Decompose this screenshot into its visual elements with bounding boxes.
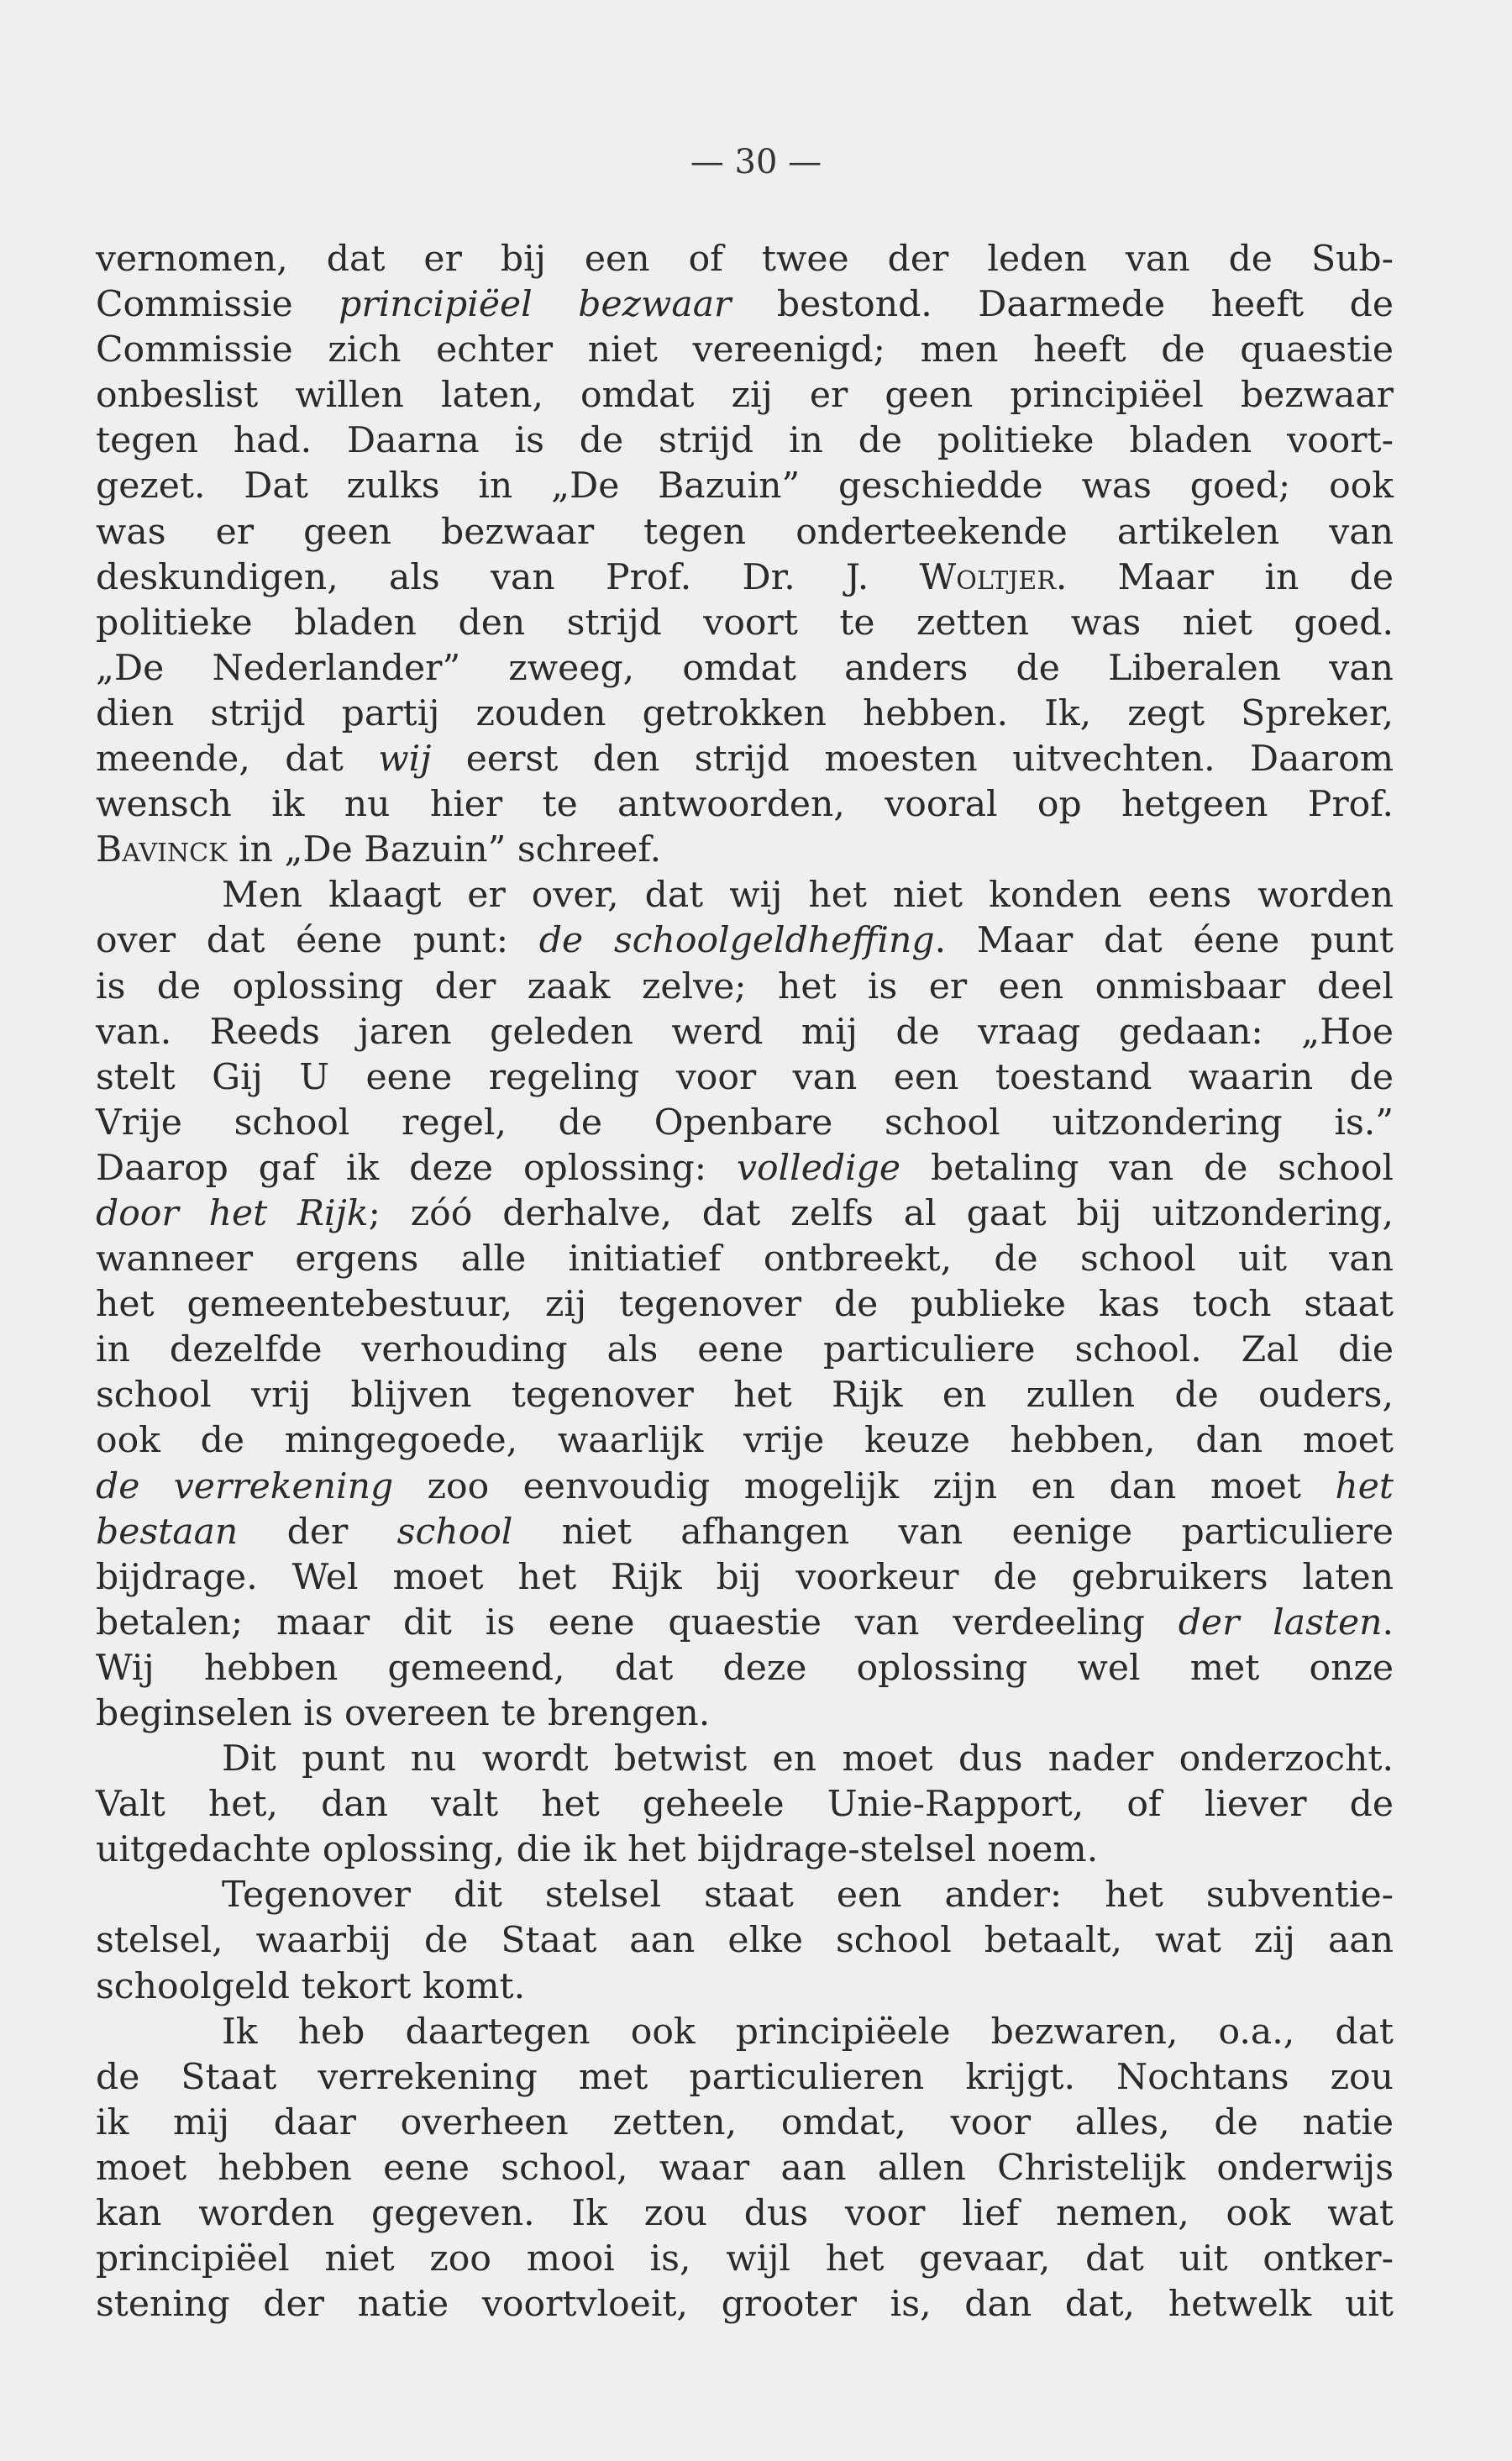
text-line <box>96 1373 1394 1418</box>
text-run: ; zóó derhalve, dat zelfs al gaat bij uitzondering, <box>368 1192 1394 1234</box>
paragraph <box>96 1737 1394 1873</box>
text-run: Men klaagt er over, dat wij het niet konden eens worden <box>222 875 1394 917</box>
text-run: niet afhangen van eenige particuliere <box>512 1511 1394 1553</box>
text-run: uitgedachte oplossing, die ik het bijdrage-stelsel noem. <box>96 1829 1099 1871</box>
text-line <box>96 2055 1394 2101</box>
paragraph <box>96 1873 1394 2009</box>
text-run: „De Nederlander” zweeg, omdat anders de Liberalen van <box>96 647 1394 689</box>
text-run: wanneer ergens alle initiatief ontbreekt, de school uit van <box>96 1238 1394 1280</box>
text-line <box>96 510 1394 555</box>
text-line <box>96 2010 1394 2055</box>
text-run: Dit punt nu wordt betwist en moet dus nader onderzocht. <box>222 1738 1394 1780</box>
text-run: der <box>238 1511 397 1553</box>
text-line <box>96 373 1394 418</box>
text-run: over dat éene punt: <box>96 920 539 962</box>
text-run: Wij hebben gemeend, dat deze oplossing wel met onze <box>96 1647 1394 1689</box>
text-line <box>96 646 1394 691</box>
text-run: zoo eenvoudig mogelijk zijn en dan moet <box>393 1465 1336 1507</box>
text-line <box>96 1055 1394 1101</box>
italic-text: het <box>1335 1465 1394 1507</box>
text-run: bijdrage. Wel moet het Rijk bij voorkeur de gebruikers laten <box>96 1556 1394 1598</box>
text-run: . <box>1382 1601 1394 1643</box>
italic-text: der lasten <box>1178 1601 1383 1643</box>
italic-text: door het Rijk <box>96 1192 369 1234</box>
text-line <box>96 828 1394 873</box>
paragraph <box>96 873 1394 1737</box>
text-line <box>96 2282 1394 2327</box>
text-line <box>96 1873 1394 1918</box>
text-run: . Maar dat éene punt <box>934 920 1394 962</box>
text-line <box>96 237 1394 282</box>
text-run: schoolgeld tekort komt. <box>96 1965 526 2007</box>
text-line <box>96 1691 1394 1737</box>
text-line <box>96 1918 1394 1964</box>
italic-text: de schoolgeldheffing <box>538 920 935 962</box>
text-run: tegen had. Daarna is de strijd in de politieke bladen voort- <box>96 420 1394 462</box>
text-run: in dezelfde verhouding als eene particuliere school. Zal die <box>96 1329 1394 1371</box>
text-line <box>96 691 1394 737</box>
small-caps-name: Woltjer <box>919 556 1056 598</box>
text-run: stelsel, waarbij de Staat aan elke school betaalt, wat zij aan <box>96 1920 1394 1962</box>
italic-text: bestaan <box>96 1511 239 1553</box>
text-run: was er geen bezwaar tegen onderteekende artikelen van <box>96 511 1394 553</box>
text-line <box>96 873 1394 918</box>
text-line <box>96 1646 1394 1691</box>
text-run: politieke bladen den strijd voort te zetten was niet goed. <box>96 602 1394 644</box>
text-line <box>96 1328 1394 1373</box>
text-run: school vrij blijven tegenover het Rijk en zullen de ouders, <box>96 1375 1394 1417</box>
text-run: Vrije school regel, de Openbare school uitzondering is.” <box>96 1102 1394 1144</box>
italic-text: volledige <box>736 1147 901 1189</box>
text-run: Commissie <box>96 284 339 326</box>
text-line <box>96 737 1394 782</box>
text-line <box>96 918 1394 964</box>
italic-text: school <box>396 1511 513 1553</box>
text-line <box>96 555 1394 601</box>
text-run: beginselen is overeen te brengen. <box>96 1693 711 1734</box>
text-line <box>96 1237 1394 1282</box>
text-run: stening der natie voortvloeit, grooter is, dan dat, hetwelk uit <box>96 2284 1394 2326</box>
text-run: Valt het, dan valt het geheele Unie-Rapport, of liever de <box>96 1784 1394 1826</box>
text-line <box>96 601 1394 646</box>
text-run: kan worden gegeven. Ik zou dus voor lief nemen, ook wat <box>96 2193 1394 2235</box>
paragraph <box>96 2010 1394 2328</box>
text-run: bestond. Daarmede heeft de <box>731 284 1394 326</box>
text-line <box>96 1418 1394 1464</box>
text-line <box>96 282 1394 328</box>
text-line <box>96 2191 1394 2237</box>
text-run: deskundigen, als van Prof. Dr. J. <box>96 556 920 598</box>
text-run: stelt Gij U eene regeling voor van een toestand waarin de <box>96 1056 1394 1098</box>
text-run: is de oplossing der zaak zelve; het is er een onmisbaar deel <box>96 965 1394 1007</box>
text-run: vernomen, dat er bij een of twee der leden van de Sub- <box>96 239 1394 280</box>
text-run: . Maar in de <box>1055 556 1394 598</box>
italic-text: wij <box>378 739 432 781</box>
text-line <box>96 464 1394 509</box>
text-line <box>96 1510 1394 1555</box>
text-run: meende, dat <box>96 739 379 781</box>
text-line <box>96 1964 1394 2010</box>
text-run: eerst den strijd moesten uitvechten. Daarom <box>431 739 1394 781</box>
text-line <box>96 1010 1394 1055</box>
text-line <box>96 1465 1394 1510</box>
text-run: in „De Bazuin” schreef. <box>227 829 662 871</box>
text-line <box>96 782 1394 828</box>
text-run: Ik heb daartegen ook principiëele bezwaren, o.a., dat <box>222 2011 1394 2053</box>
text-line <box>96 965 1394 1010</box>
text-run: de Staat verrekening met particulieren krijgt. Nochtans zou <box>96 2056 1394 2098</box>
text-line <box>96 1827 1394 1873</box>
text-line <box>96 1737 1394 1782</box>
page-number: — 30 — <box>690 143 822 181</box>
text-line <box>96 2101 1394 2146</box>
text-run: gezet. Dat zulks in „De Bazuin” geschiedde was goed; ook <box>96 465 1394 507</box>
text-run: Commissie zich echter niet vereenigd; men heeft de quaestie <box>96 329 1394 371</box>
body-text <box>96 237 1394 2327</box>
text-run: het gemeentebestuur, zij tegenover de publieke kas toch staat <box>96 1284 1394 1326</box>
text-line <box>96 1782 1394 1827</box>
italic-text: principiëel bezwaar <box>339 284 732 326</box>
text-run: betaling van de school <box>900 1147 1394 1189</box>
italic-text: de verrekening <box>96 1465 394 1507</box>
text-line <box>96 2146 1394 2191</box>
text-run: wensch ik nu hier te antwoorden, vooral op hetgeen Prof. <box>96 784 1394 826</box>
text-run: ook de mingegoede, waarlijk vrije keuze hebben, dan moet <box>96 1420 1394 1462</box>
text-line <box>96 1146 1394 1191</box>
text-line <box>96 1555 1394 1601</box>
text-line <box>96 1282 1394 1328</box>
paragraph <box>96 237 1394 873</box>
text-line <box>96 1601 1394 1646</box>
text-run: Daarop gaf ik deze oplossing: <box>96 1147 737 1189</box>
text-run: moet hebben eene school, waar aan allen Christelijk onderwijs <box>96 2147 1394 2189</box>
text-run: onbeslist willen laten, omdat zij er geen principiëel bezwaar <box>96 375 1394 417</box>
text-line <box>96 1191 1394 1237</box>
text-run: ik mij daar overheen zetten, omdat, voor alles, de natie <box>96 2101 1394 2143</box>
small-caps-name: Bavinck <box>96 829 228 871</box>
text-run: principiëel niet zoo mooi is, wijl het gevaar, dat uit ontker- <box>96 2238 1394 2280</box>
text-line <box>96 1101 1394 1146</box>
text-run: dien strijd partij zouden getrokken hebben. Ik, zegt Spreker, <box>96 692 1394 734</box>
text-run: van. Reeds jaren geleden werd mij de vraag gedaan: „Hoe <box>96 1011 1394 1053</box>
text-line <box>96 2237 1394 2282</box>
text-line <box>96 328 1394 373</box>
text-line <box>96 418 1394 464</box>
text-run: betalen; maar dit is eene quaestie van verdeeling <box>96 1601 1179 1643</box>
text-run: Tegenover dit stelsel staat een ander: het subventie- <box>222 1875 1394 1917</box>
